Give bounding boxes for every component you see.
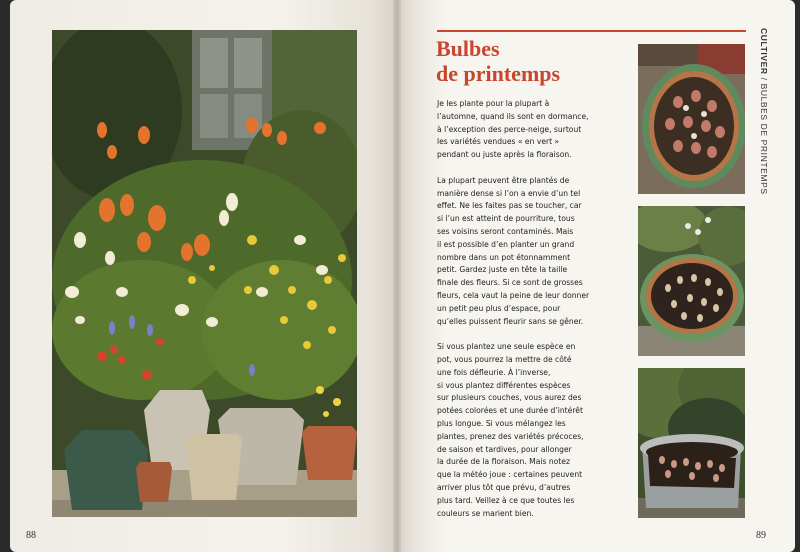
text-line: une fois défleurie. À l’inverse, (437, 367, 551, 377)
page-number-left: 88 (26, 530, 36, 541)
running-head-section: CULTIVER (759, 28, 769, 75)
text-line: couleurs se marient bien. (437, 508, 534, 518)
running-head-separator: / (759, 74, 769, 84)
bulbs-on-soil-photo (638, 44, 745, 194)
running-head-chapter: BULBES DE PRINTEMPS (759, 83, 769, 195)
bulbs-metal-tub-photo (638, 368, 745, 518)
text-line: sur plusieurs couches, vous aurez des (437, 393, 582, 403)
text-line: de saison et tardives, pour allonger (437, 444, 572, 454)
text-line: nombre dans un pot étonnamment (437, 252, 571, 262)
text-line: Je les plante pour la plupart à (437, 99, 550, 108)
title-rule (437, 30, 746, 32)
paragraph-1 (437, 98, 629, 162)
text-line: à l’exception des perce-neige, surtout (437, 124, 582, 134)
spring-bulbs-pots-photo (52, 30, 357, 517)
text-line: petit. Gardez juste en tête la taille (437, 265, 568, 275)
text-line: que la météo joue : certaines peuvent (437, 470, 583, 480)
text-line: les variétés vendues « en vert » (437, 137, 560, 147)
text-line: la durée de la floraison. Mais notez (437, 457, 570, 467)
book-gutter (393, 0, 401, 552)
text-line: plantes, prenez des variétés précoces, (437, 431, 584, 441)
text-line: il est possible d’en planter un grand (437, 239, 575, 249)
text-line: effet. Ne les faites pas se toucher, car (437, 201, 582, 211)
text-line: plus tard. Veillez à ce que toutes les (437, 495, 575, 505)
title-line-1: Bulbes (436, 36, 500, 61)
text-line: si vous plantez différentes espèces (437, 380, 571, 390)
running-head (759, 28, 773, 195)
bulbs-layer-photo (638, 206, 745, 356)
text-line: fleurs, cela vaut la peine de leur donner (437, 290, 590, 300)
text-line: un petit peu plus d’espace, pour (437, 303, 561, 313)
text-line: pot, vous pourrez la mettre de côté (437, 354, 572, 364)
text-line: qu’elles puissent fleurir sans se gêner. (437, 316, 584, 326)
text-line: finale des fleurs. Si ce sont de grosses (437, 278, 583, 288)
paragraph-2 (437, 175, 629, 329)
text-line: si l’un est atteint de pourriture, tous (437, 214, 575, 224)
body-text (437, 98, 629, 533)
text-line: manière dense si l’on a envie d’un tel (437, 188, 581, 198)
title-line-2: de printemps (436, 61, 561, 86)
text-line: arriver plus tôt que prévu, d’autres (437, 482, 571, 492)
paragraph-3 (437, 341, 629, 520)
text-line: pendant ou juste après la floraison. (437, 150, 572, 160)
text-line: potées colorées et une durée d’intérêt (437, 406, 583, 416)
text-line: Si vous plantez une seule espèce en (437, 342, 576, 352)
page-number-right: 89 (756, 530, 766, 541)
text-line: plus longue. Si vous mélangez les (437, 418, 566, 428)
text-line: La plupart peuvent être plantés de (437, 175, 570, 185)
text-line: l’automne, quand ils sont en dormance, (437, 111, 589, 121)
page-title (436, 36, 560, 86)
text-line: ses voisins seront contaminés. Mais (437, 226, 574, 236)
